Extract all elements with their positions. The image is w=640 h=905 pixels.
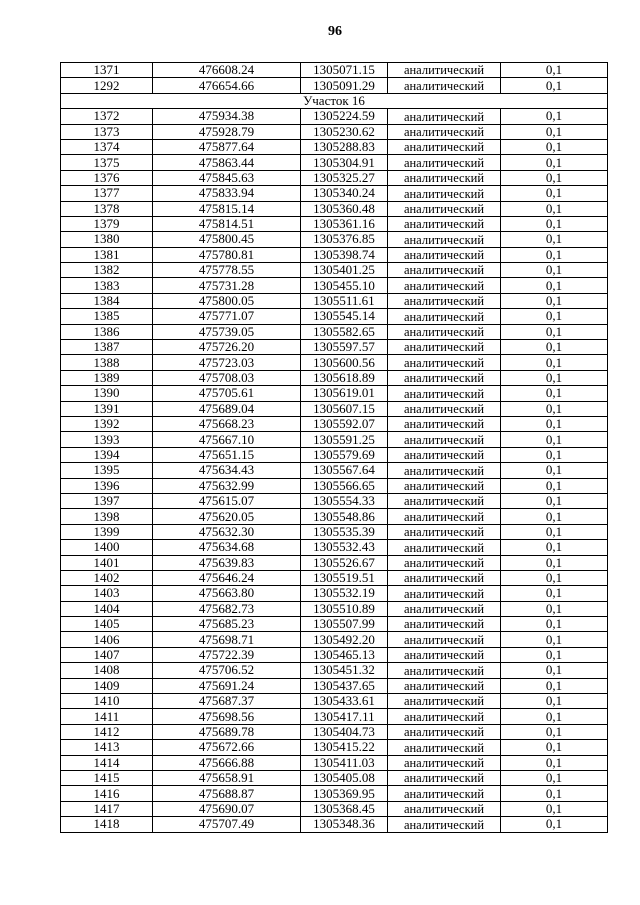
cell-point-number: 1397 (61, 493, 153, 508)
cell-method: аналитический (388, 432, 501, 447)
cell-y-coordinate: 1305369.95 (301, 786, 388, 801)
cell-y-coordinate: 1305618.89 (301, 370, 388, 385)
cell-precision: 0,1 (501, 278, 608, 293)
cell-precision: 0,1 (501, 324, 608, 339)
cell-y-coordinate: 1305304.91 (301, 155, 388, 170)
table-row (61, 109, 608, 124)
cell-precision: 0,1 (501, 263, 608, 278)
cell-x-coordinate: 475666.88 (153, 755, 301, 770)
cell-precision: 0,1 (501, 370, 608, 385)
cell-method: аналитический (388, 493, 501, 508)
table-row (61, 755, 608, 770)
cell-y-coordinate: 1305600.56 (301, 355, 388, 370)
cell-x-coordinate: 475845.63 (153, 170, 301, 185)
table-row (61, 216, 608, 231)
cell-precision: 0,1 (501, 186, 608, 201)
cell-y-coordinate: 1305532.43 (301, 540, 388, 555)
cell-point-number: 1378 (61, 201, 153, 216)
cell-precision: 0,1 (501, 416, 608, 431)
cell-y-coordinate: 1305566.65 (301, 478, 388, 493)
cell-point-number: 1375 (61, 155, 153, 170)
cell-point-number: 1407 (61, 647, 153, 662)
cell-x-coordinate: 475672.66 (153, 740, 301, 755)
cell-precision: 0,1 (501, 478, 608, 493)
cell-y-coordinate: 1305361.16 (301, 216, 388, 231)
table-row (61, 770, 608, 785)
table-row (61, 401, 608, 416)
cell-x-coordinate: 475814.51 (153, 216, 301, 231)
cell-point-number: 1382 (61, 263, 153, 278)
cell-x-coordinate: 475739.05 (153, 324, 301, 339)
coordinates-table (60, 62, 608, 833)
cell-method: аналитический (388, 109, 501, 124)
cell-point-number: 1405 (61, 617, 153, 632)
cell-y-coordinate: 1305325.27 (301, 170, 388, 185)
cell-y-coordinate: 1305582.65 (301, 324, 388, 339)
cell-y-coordinate: 1305437.65 (301, 678, 388, 693)
cell-y-coordinate: 1305579.69 (301, 447, 388, 462)
cell-point-number: 1402 (61, 570, 153, 585)
table-row (61, 617, 608, 632)
cell-y-coordinate: 1305368.45 (301, 801, 388, 816)
cell-x-coordinate: 475663.80 (153, 586, 301, 601)
cell-x-coordinate: 475698.71 (153, 632, 301, 647)
cell-x-coordinate: 475689.78 (153, 724, 301, 739)
cell-y-coordinate: 1305554.33 (301, 493, 388, 508)
cell-x-coordinate: 475706.52 (153, 663, 301, 678)
cell-y-coordinate: 1305340.24 (301, 186, 388, 201)
cell-method: аналитический (388, 786, 501, 801)
table-row (61, 340, 608, 355)
table-row (61, 293, 608, 308)
table-row (61, 724, 608, 739)
cell-precision: 0,1 (501, 493, 608, 508)
cell-y-coordinate: 1305411.03 (301, 755, 388, 770)
cell-x-coordinate: 475685.23 (153, 617, 301, 632)
cell-method: аналитический (388, 263, 501, 278)
cell-point-number: 1417 (61, 801, 153, 816)
cell-point-number: 1374 (61, 139, 153, 154)
cell-method: аналитический (388, 386, 501, 401)
cell-y-coordinate: 1305091.29 (301, 78, 388, 93)
cell-x-coordinate: 475632.30 (153, 524, 301, 539)
cell-point-number: 1408 (61, 663, 153, 678)
cell-y-coordinate: 1305526.67 (301, 555, 388, 570)
cell-y-coordinate: 1305532.19 (301, 586, 388, 601)
cell-method: аналитический (388, 170, 501, 185)
cell-method: аналитический (388, 370, 501, 385)
cell-precision: 0,1 (501, 139, 608, 154)
cell-point-number: 1383 (61, 278, 153, 293)
table-row (61, 201, 608, 216)
cell-point-number: 1414 (61, 755, 153, 770)
table-row (61, 478, 608, 493)
table-row (61, 786, 608, 801)
cell-y-coordinate: 1305511.61 (301, 293, 388, 308)
cell-precision: 0,1 (501, 817, 608, 832)
cell-y-coordinate: 1305465.13 (301, 647, 388, 662)
cell-y-coordinate: 1305567.64 (301, 463, 388, 478)
table-row (61, 278, 608, 293)
cell-precision: 0,1 (501, 755, 608, 770)
cell-precision: 0,1 (501, 786, 608, 801)
cell-precision: 0,1 (501, 401, 608, 416)
cell-precision: 0,1 (501, 663, 608, 678)
table-row (61, 63, 608, 78)
cell-point-number: 1398 (61, 509, 153, 524)
table-row (61, 694, 608, 709)
cell-y-coordinate: 1305591.25 (301, 432, 388, 447)
cell-precision: 0,1 (501, 109, 608, 124)
cell-method: аналитический (388, 232, 501, 247)
cell-precision: 0,1 (501, 540, 608, 555)
table-row (61, 232, 608, 247)
table-row (61, 540, 608, 555)
cell-point-number: 1385 (61, 309, 153, 324)
cell-method: аналитический (388, 755, 501, 770)
cell-y-coordinate: 1305492.20 (301, 632, 388, 647)
cell-method: аналитический (388, 155, 501, 170)
cell-point-number: 1412 (61, 724, 153, 739)
cell-precision: 0,1 (501, 555, 608, 570)
table-row (61, 78, 608, 93)
cell-y-coordinate: 1305405.08 (301, 770, 388, 785)
cell-precision: 0,1 (501, 570, 608, 585)
cell-y-coordinate: 1305455.10 (301, 278, 388, 293)
coordinates-table-body (61, 63, 608, 833)
cell-precision: 0,1 (501, 463, 608, 478)
cell-precision: 0,1 (501, 770, 608, 785)
table-row (61, 647, 608, 662)
cell-x-coordinate: 475800.45 (153, 232, 301, 247)
cell-point-number: 1384 (61, 293, 153, 308)
cell-method: аналитический (388, 478, 501, 493)
cell-precision: 0,1 (501, 709, 608, 724)
table-row (61, 355, 608, 370)
table-row (61, 493, 608, 508)
cell-x-coordinate: 475722.39 (153, 647, 301, 662)
table-row (61, 632, 608, 647)
table-row (61, 124, 608, 139)
cell-x-coordinate: 475928.79 (153, 124, 301, 139)
cell-point-number: 1406 (61, 632, 153, 647)
cell-precision: 0,1 (501, 124, 608, 139)
cell-x-coordinate: 475708.03 (153, 370, 301, 385)
cell-y-coordinate: 1305507.99 (301, 617, 388, 632)
cell-x-coordinate: 475690.07 (153, 801, 301, 816)
cell-precision: 0,1 (501, 340, 608, 355)
cell-y-coordinate: 1305398.74 (301, 247, 388, 262)
table-row (61, 170, 608, 185)
cell-method: аналитический (388, 586, 501, 601)
cell-x-coordinate: 475698.56 (153, 709, 301, 724)
cell-y-coordinate: 1305376.85 (301, 232, 388, 247)
cell-method: аналитический (388, 139, 501, 154)
cell-precision: 0,1 (501, 740, 608, 755)
cell-point-number: 1400 (61, 540, 153, 555)
cell-method: аналитический (388, 570, 501, 585)
cell-x-coordinate: 475707.49 (153, 817, 301, 832)
cell-point-number: 1388 (61, 355, 153, 370)
cell-y-coordinate: 1305224.59 (301, 109, 388, 124)
cell-y-coordinate: 1305592.07 (301, 416, 388, 431)
cell-x-coordinate: 475815.14 (153, 201, 301, 216)
table-row (61, 386, 608, 401)
cell-precision: 0,1 (501, 647, 608, 662)
cell-x-coordinate: 475634.43 (153, 463, 301, 478)
cell-y-coordinate: 1305597.57 (301, 340, 388, 355)
cell-y-coordinate: 1305433.61 (301, 694, 388, 709)
table-row (61, 247, 608, 262)
cell-method: аналитический (388, 278, 501, 293)
cell-method: аналитический (388, 601, 501, 616)
cell-y-coordinate: 1305548.86 (301, 509, 388, 524)
table-row (61, 463, 608, 478)
cell-method: аналитический (388, 201, 501, 216)
cell-precision: 0,1 (501, 586, 608, 601)
cell-point-number: 1404 (61, 601, 153, 616)
table-row (61, 524, 608, 539)
cell-method: аналитический (388, 524, 501, 539)
table-row (61, 555, 608, 570)
table-row (61, 263, 608, 278)
cell-point-number: 1399 (61, 524, 153, 539)
cell-point-number: 1415 (61, 770, 153, 785)
table-row (61, 709, 608, 724)
cell-y-coordinate: 1305071.15 (301, 63, 388, 78)
cell-method: аналитический (388, 293, 501, 308)
cell-point-number: 1376 (61, 170, 153, 185)
cell-point-number: 1373 (61, 124, 153, 139)
cell-precision: 0,1 (501, 694, 608, 709)
cell-point-number: 1292 (61, 78, 153, 93)
cell-method: аналитический (388, 186, 501, 201)
cell-point-number: 1409 (61, 678, 153, 693)
cell-method: аналитический (388, 709, 501, 724)
table-row (61, 416, 608, 431)
table-row (61, 817, 608, 832)
table-row (61, 586, 608, 601)
section-label: Участок 16 (61, 93, 608, 108)
cell-x-coordinate: 475687.37 (153, 694, 301, 709)
cell-method: аналитический (388, 617, 501, 632)
cell-point-number: 1392 (61, 416, 153, 431)
table-row (61, 509, 608, 524)
cell-x-coordinate: 475668.23 (153, 416, 301, 431)
cell-method: аналитический (388, 216, 501, 231)
cell-y-coordinate: 1305404.73 (301, 724, 388, 739)
cell-y-coordinate: 1305415.22 (301, 740, 388, 755)
cell-point-number: 1387 (61, 340, 153, 355)
cell-method: аналитический (388, 540, 501, 555)
cell-method: аналитический (388, 416, 501, 431)
table-row (61, 324, 608, 339)
cell-y-coordinate: 1305510.89 (301, 601, 388, 616)
cell-point-number: 1413 (61, 740, 153, 755)
cell-precision: 0,1 (501, 386, 608, 401)
cell-method: аналитический (388, 509, 501, 524)
cell-method: аналитический (388, 63, 501, 78)
cell-method: аналитический (388, 801, 501, 816)
table-row (61, 740, 608, 755)
cell-point-number: 1377 (61, 186, 153, 201)
table-row (61, 570, 608, 585)
cell-x-coordinate: 475651.15 (153, 447, 301, 462)
cell-precision: 0,1 (501, 801, 608, 816)
table-row (61, 370, 608, 385)
table-row (61, 447, 608, 462)
cell-x-coordinate: 476654.66 (153, 78, 301, 93)
cell-point-number: 1372 (61, 109, 153, 124)
cell-point-number: 1401 (61, 555, 153, 570)
cell-x-coordinate: 475778.55 (153, 263, 301, 278)
cell-x-coordinate: 475731.28 (153, 278, 301, 293)
cell-precision: 0,1 (501, 216, 608, 231)
cell-y-coordinate: 1305348.36 (301, 817, 388, 832)
cell-method: аналитический (388, 647, 501, 662)
table-row (61, 155, 608, 170)
cell-precision: 0,1 (501, 293, 608, 308)
table-row (61, 139, 608, 154)
cell-precision: 0,1 (501, 432, 608, 447)
cell-x-coordinate: 475620.05 (153, 509, 301, 524)
cell-method: аналитический (388, 355, 501, 370)
cell-point-number: 1379 (61, 216, 153, 231)
cell-method: аналитический (388, 632, 501, 647)
cell-x-coordinate: 475934.38 (153, 109, 301, 124)
cell-y-coordinate: 1305619.01 (301, 386, 388, 401)
cell-x-coordinate: 475632.99 (153, 478, 301, 493)
cell-x-coordinate: 475877.64 (153, 139, 301, 154)
cell-method: аналитический (388, 340, 501, 355)
table-row (61, 186, 608, 201)
cell-x-coordinate: 475667.10 (153, 432, 301, 447)
cell-method: аналитический (388, 740, 501, 755)
cell-point-number: 1393 (61, 432, 153, 447)
cell-precision: 0,1 (501, 678, 608, 693)
page-number: 96 (328, 24, 342, 39)
cell-y-coordinate: 1305360.48 (301, 201, 388, 216)
cell-precision: 0,1 (501, 524, 608, 539)
cell-precision: 0,1 (501, 309, 608, 324)
cell-y-coordinate: 1305535.39 (301, 524, 388, 539)
cell-x-coordinate: 475771.07 (153, 309, 301, 324)
table-row (61, 678, 608, 693)
cell-method: аналитический (388, 78, 501, 93)
cell-x-coordinate: 475723.03 (153, 355, 301, 370)
cell-precision: 0,1 (501, 601, 608, 616)
cell-method: аналитический (388, 324, 501, 339)
cell-method: аналитический (388, 724, 501, 739)
cell-y-coordinate: 1305451.32 (301, 663, 388, 678)
cell-y-coordinate: 1305545.14 (301, 309, 388, 324)
cell-x-coordinate: 475691.24 (153, 678, 301, 693)
table-row (61, 601, 608, 616)
cell-point-number: 1396 (61, 478, 153, 493)
cell-method: аналитический (388, 401, 501, 416)
cell-point-number: 1389 (61, 370, 153, 385)
cell-point-number: 1381 (61, 247, 153, 262)
cell-precision: 0,1 (501, 155, 608, 170)
cell-point-number: 1371 (61, 63, 153, 78)
cell-y-coordinate: 1305288.83 (301, 139, 388, 154)
cell-precision: 0,1 (501, 170, 608, 185)
table-row (61, 432, 608, 447)
cell-y-coordinate: 1305417.11 (301, 709, 388, 724)
cell-precision: 0,1 (501, 247, 608, 262)
cell-precision: 0,1 (501, 509, 608, 524)
cell-point-number: 1391 (61, 401, 153, 416)
cell-method: аналитический (388, 694, 501, 709)
cell-precision: 0,1 (501, 617, 608, 632)
cell-point-number: 1410 (61, 694, 153, 709)
cell-precision: 0,1 (501, 232, 608, 247)
cell-x-coordinate: 475615.07 (153, 493, 301, 508)
cell-point-number: 1418 (61, 817, 153, 832)
cell-point-number: 1416 (61, 786, 153, 801)
table-row (61, 663, 608, 678)
cell-y-coordinate: 1305519.51 (301, 570, 388, 585)
cell-method: аналитический (388, 309, 501, 324)
cell-method: аналитический (388, 770, 501, 785)
cell-method: аналитический (388, 447, 501, 462)
cell-method: аналитический (388, 663, 501, 678)
cell-method: аналитический (388, 678, 501, 693)
cell-x-coordinate: 475800.05 (153, 293, 301, 308)
cell-point-number: 1403 (61, 586, 153, 601)
cell-method: аналитический (388, 247, 501, 262)
cell-point-number: 1390 (61, 386, 153, 401)
cell-y-coordinate: 1305607.15 (301, 401, 388, 416)
cell-precision: 0,1 (501, 632, 608, 647)
cell-precision: 0,1 (501, 355, 608, 370)
cell-x-coordinate: 475726.20 (153, 340, 301, 355)
cell-x-coordinate: 475689.04 (153, 401, 301, 416)
cell-x-coordinate: 475634.68 (153, 540, 301, 555)
cell-x-coordinate: 475705.61 (153, 386, 301, 401)
cell-precision: 0,1 (501, 201, 608, 216)
table-row (61, 801, 608, 816)
cell-method: аналитический (388, 124, 501, 139)
cell-point-number: 1394 (61, 447, 153, 462)
cell-method: аналитический (388, 463, 501, 478)
cell-y-coordinate: 1305401.25 (301, 263, 388, 278)
cell-precision: 0,1 (501, 724, 608, 739)
cell-x-coordinate: 475833.94 (153, 186, 301, 201)
cell-x-coordinate: 475646.24 (153, 570, 301, 585)
cell-x-coordinate: 475639.83 (153, 555, 301, 570)
section-row (61, 93, 608, 108)
cell-point-number: 1395 (61, 463, 153, 478)
cell-x-coordinate: 476608.24 (153, 63, 301, 78)
cell-x-coordinate: 475658.91 (153, 770, 301, 785)
cell-method: аналитический (388, 817, 501, 832)
cell-x-coordinate: 475863.44 (153, 155, 301, 170)
cell-y-coordinate: 1305230.62 (301, 124, 388, 139)
cell-x-coordinate: 475780.81 (153, 247, 301, 262)
cell-method: аналитический (388, 555, 501, 570)
cell-precision: 0,1 (501, 78, 608, 93)
cell-point-number: 1380 (61, 232, 153, 247)
cell-precision: 0,1 (501, 63, 608, 78)
cell-precision: 0,1 (501, 447, 608, 462)
cell-x-coordinate: 475688.87 (153, 786, 301, 801)
table-row (61, 309, 608, 324)
cell-point-number: 1411 (61, 709, 153, 724)
cell-point-number: 1386 (61, 324, 153, 339)
cell-x-coordinate: 475682.73 (153, 601, 301, 616)
